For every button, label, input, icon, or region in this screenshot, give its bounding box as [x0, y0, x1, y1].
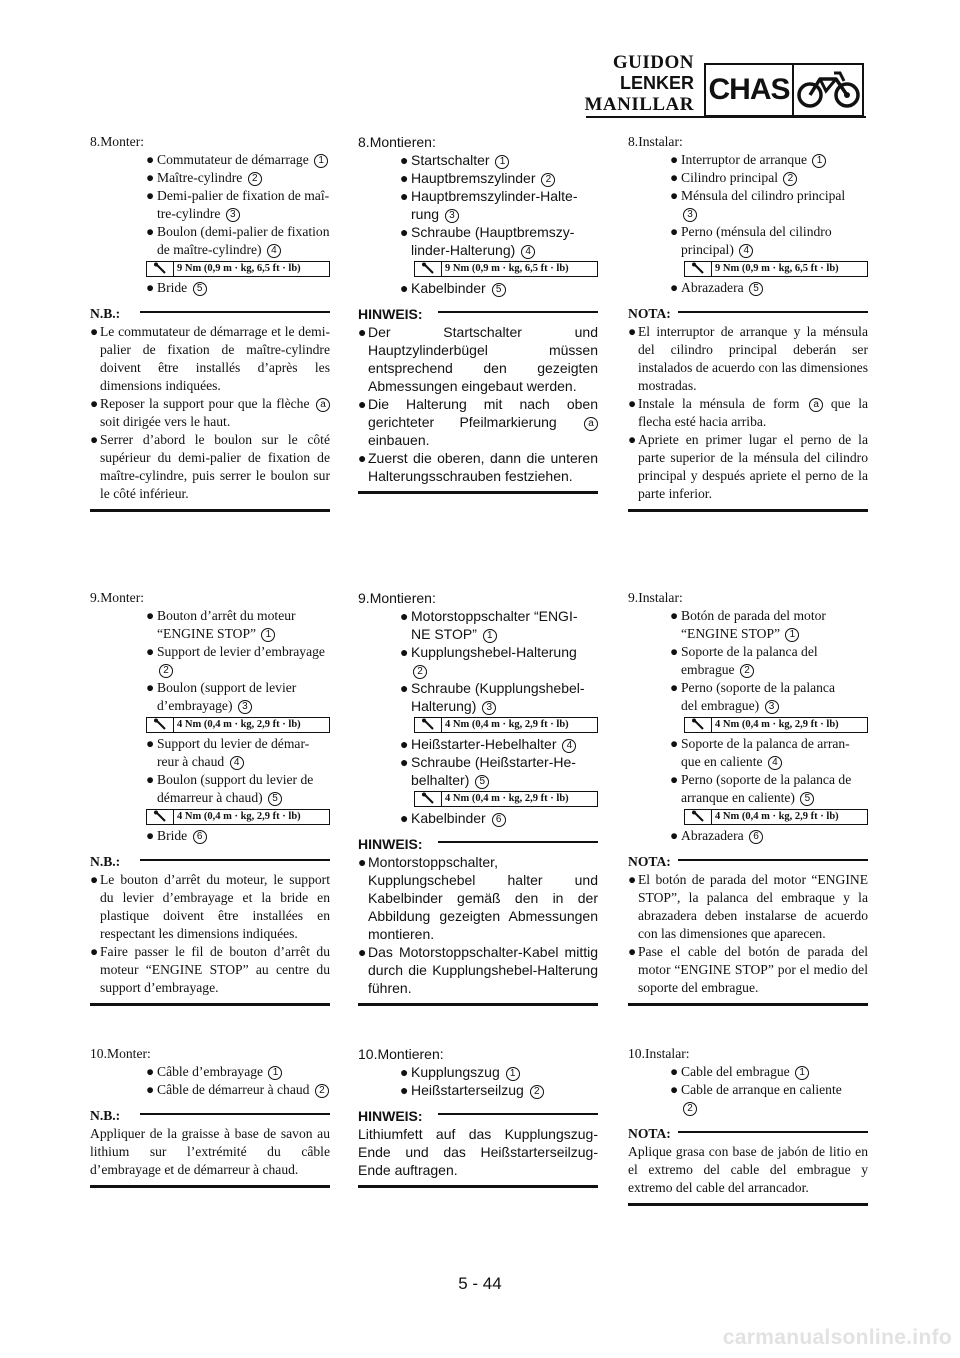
list-item: ● Interruptor de arranque 1	[670, 151, 868, 169]
callout-3: 3	[238, 700, 252, 714]
list-item: ● Startschalter 1	[400, 151, 598, 169]
list-item: ● Support du levier de démar-	[146, 736, 310, 751]
callout-5: 5	[800, 792, 814, 806]
note-end-rule	[358, 1185, 598, 1188]
callout-1: 1	[812, 154, 826, 168]
callout-1: 1	[261, 628, 275, 642]
note-body	[90, 323, 330, 503]
page-number: 5 - 44	[458, 1274, 502, 1293]
callout-a: a	[809, 398, 823, 412]
motorcycle-icon	[796, 67, 862, 113]
list-item: ● Demi-palier de fixation de maî-	[146, 188, 330, 203]
section-badge-label: CHAS	[708, 73, 790, 106]
step-verb: Monter:	[100, 590, 144, 605]
step-number: 10.	[358, 1046, 378, 1062]
list-item: ● Kabelbinder 6	[400, 809, 598, 827]
badge-divider	[792, 65, 794, 115]
callout-2: 2	[315, 1084, 329, 1098]
torque-wrench-icon	[417, 718, 442, 732]
note-end-rule	[90, 1185, 330, 1188]
step-number: 9.	[90, 590, 101, 605]
callout-1: 1	[506, 1067, 520, 1081]
step-number: 10.	[628, 1046, 645, 1061]
callout-2: 2	[783, 172, 797, 186]
list-item-cont: principal) 4	[670, 241, 868, 259]
callout-3: 3	[226, 208, 240, 222]
note-body	[358, 853, 598, 997]
list-item: ● Hauptbremszylinder 2	[400, 169, 598, 187]
callout-1: 1	[785, 628, 799, 642]
note-item: ● Der Startschalter und Hauptzylinderbügel müssen entsprechend den gezeigten Abmessungen eingebaut werden.	[358, 324, 598, 394]
note-end-rule	[628, 509, 868, 512]
list-item-cont	[670, 205, 868, 223]
list-item: ● Abrazadera 6	[670, 827, 868, 845]
list-item-cont: “ENGINE STOP” 1	[670, 625, 868, 643]
list-item-cont: embrague 2	[670, 661, 868, 679]
section-titles	[584, 52, 694, 115]
callout-2: 2	[541, 173, 555, 187]
list-item-cont	[670, 1099, 868, 1117]
note-end-rule	[358, 491, 598, 494]
torque-spec: 4 Nm (0,4 m · kg, 2,9 ft · lb)	[414, 791, 598, 807]
callout-5: 5	[475, 775, 489, 789]
section-badge	[704, 63, 864, 117]
note-item: ● Le commutateur de démarrage et le demi-palier de fixation de maître-cylindre doivent être installés d’après les dimensions indiquées.	[90, 324, 330, 393]
callout-a: a	[316, 398, 330, 412]
es-step-9	[628, 589, 868, 1006]
torque-spec: 4 Nm (0,4 m · kg, 2,9 ft · lb)	[684, 717, 868, 733]
list-item: ● Câble d’embrayage 1	[146, 1063, 330, 1081]
list-item-cont: “ENGINE STOP” 1	[146, 625, 330, 643]
de-step-8	[358, 133, 598, 494]
note-item: ● Das Motorstoppschalter-Kabel mittig durch die Kupplungshebel-Halterung führen.	[358, 944, 598, 996]
list-item-cont: linder-Halterung) 4	[400, 241, 598, 259]
note-end-rule	[628, 1203, 868, 1206]
es-step-10	[628, 1045, 868, 1206]
list-item-cont: tre-cylindre 3	[146, 205, 330, 223]
list-item-cont: de maître-cylindre) 4	[146, 241, 330, 259]
list-item-cont	[400, 661, 598, 679]
callout-4: 4	[521, 245, 535, 259]
callout-6: 6	[193, 830, 207, 844]
list-item-cont: NE STOP” 1	[400, 625, 598, 643]
list-item: ● Boulon (support du levier de	[146, 772, 314, 787]
callout-2: 2	[248, 172, 262, 186]
list-item: ● Bride 6	[146, 827, 330, 845]
torque-wrench-icon	[417, 792, 442, 806]
callout-3: 3	[445, 209, 459, 223]
torque-wrench-icon	[687, 262, 712, 276]
list-item: ● Ménsula del cilindro principal	[670, 188, 846, 203]
list-item: ● Soporte de la palanca de arran-	[670, 736, 850, 751]
note-end-rule	[358, 1003, 598, 1006]
title-german: LENKER	[619, 73, 694, 93]
callout-6: 6	[749, 830, 763, 844]
callout-1: 1	[795, 1066, 809, 1080]
list-item: ● Kupplungshebel-Halterung	[400, 644, 577, 660]
callout-6: 6	[492, 813, 506, 827]
callout-1: 1	[495, 155, 509, 169]
torque-spec: 9 Nm (0,9 m · kg, 6,5 ft · lb)	[414, 261, 598, 277]
torque-wrench-icon	[417, 262, 442, 276]
callout-5: 5	[193, 282, 207, 296]
note-item: ● Serrer d’abord le boulon sur le côté supérieur du demi-palier de fixation de maître-cylindre, puis serrer le boulon sur le côté inférieur.	[90, 432, 330, 501]
callout-5: 5	[268, 792, 282, 806]
list-item: ● Cilindro principal 2	[670, 169, 868, 187]
torque-spec: 4 Nm (0,4 m · kg, 2,9 ft · lb)	[684, 809, 868, 825]
list-item: ● Bride 5	[146, 279, 330, 297]
callout-1: 1	[483, 629, 497, 643]
list-item-cont: del embrague) 3	[670, 697, 868, 715]
list-item: ● Heißstarter-Hebelhalter 4	[400, 735, 598, 753]
fr-step-9	[90, 589, 330, 1006]
title-french: GUIDON	[612, 52, 694, 73]
step-number: 8.	[628, 134, 639, 149]
step-number: 8.	[90, 134, 101, 149]
list-item-cont: belhalter) 5	[400, 771, 598, 789]
de-step-9	[358, 589, 598, 1006]
step-verb: Monter:	[107, 1046, 151, 1061]
note-item: ● Faire passer le fil de bouton d’arrêt du moteur “ENGINE STOP” au centre du support d’embrayage.	[90, 944, 330, 995]
list-item: ● Soporte de la palanca del	[670, 644, 818, 659]
torque-spec: 4 Nm (0,4 m · kg, 2,9 ft · lb)	[146, 717, 330, 733]
torque-wrench-icon	[149, 262, 174, 276]
list-item: ● Boulon (demi-palier de fixation	[146, 224, 330, 239]
callout-4: 4	[768, 756, 782, 770]
step-verb: Instalar:	[638, 134, 683, 149]
list-item: ● Maître-cylindre 2	[146, 169, 330, 187]
note-item: ● Instale la ménsula de form a que la flecha esté hacia arriba.	[628, 396, 869, 429]
callout-2: 2	[740, 664, 754, 678]
watermark: carmanualsonline.info	[722, 1326, 952, 1349]
fr-step-8	[90, 133, 330, 512]
note-item: ● Le bouton d’arrêt du moteur, le support du levier d’embrayage et la bride en plastique doivent être installées en respectant les dimensions indiquées.	[90, 872, 330, 941]
list-item: ● Cable del embrague 1	[670, 1063, 868, 1081]
list-item: ● Perno (soporte de la palanca de	[670, 772, 852, 787]
callout-3: 3	[683, 208, 697, 222]
callout-1: 1	[314, 154, 328, 168]
list-item-cont: rung 3	[400, 205, 598, 223]
list-item: ● Cable de arranque en caliente	[670, 1082, 842, 1097]
note-heading: N.B.:	[90, 853, 330, 871]
note-end-rule	[90, 1003, 330, 1006]
note-end-rule	[628, 1003, 868, 1006]
list-item: ● Kupplungszug 1	[400, 1063, 598, 1081]
note-heading: NOTA:	[628, 305, 868, 323]
callout-2: 2	[530, 1085, 544, 1099]
step-verb: Montieren:	[377, 1046, 444, 1062]
es-step-8	[628, 133, 868, 512]
torque-spec: 9 Nm (0,9 m · kg, 6,5 ft · lb)	[146, 261, 330, 277]
callout-5: 5	[492, 283, 506, 297]
list-item-cont: reur à chaud 4	[146, 753, 330, 771]
step-verb: Montieren:	[369, 134, 436, 150]
list-item: ● Hauptbremszylinder-Halte-	[400, 188, 578, 204]
list-item-cont: d’embrayage) 3	[146, 697, 330, 715]
callout-3: 3	[765, 700, 779, 714]
torque-wrench-icon	[149, 718, 174, 732]
note-item: ● Die Halterung mit nach oben gerichteter Pfeilmarkierung a einbauen.	[358, 396, 598, 448]
note-body: Aplique grasa con base de jabón de litio en el extremo del cable del embrague y extremo del cable del arrancador.	[628, 1144, 868, 1195]
step-number: 8.	[358, 134, 370, 150]
callout-4: 4	[739, 244, 753, 258]
step-number: 9.	[358, 590, 370, 606]
list-item: ● Boulon (support de levier	[146, 680, 297, 695]
callout-4: 4	[230, 756, 244, 770]
note-body	[358, 323, 598, 485]
note-heading: N.B.:	[90, 1107, 330, 1125]
list-item: ● Heißstarterseilzug 2	[400, 1081, 598, 1099]
callout-5: 5	[749, 282, 763, 296]
list-item-cont: que en caliente 4	[670, 753, 868, 771]
callout-1: 1	[268, 1066, 282, 1080]
note-heading: HINWEIS:	[358, 835, 598, 853]
note-item: ● El interruptor de arranque y la ménsula del cilindro principal deberán ser instalados de acuerdo con las dimensiones mostradas.	[628, 324, 868, 393]
title-spanish: MANILLAR	[584, 94, 694, 115]
note-body: Lithiumfett auf das Kupplungszug-Ende und das Heißstarterseilzug-Ende auftragen.	[358, 1126, 598, 1178]
list-item: ● Schraube (Kupplungshebel-	[400, 680, 585, 696]
list-item: ● Schraube (Hauptbremszy-	[400, 224, 575, 240]
torque-wrench-icon	[687, 718, 712, 732]
list-item: ● Schraube (Heißstarter-He-	[400, 754, 576, 770]
list-item: ● Perno (soporte de la palanca	[670, 680, 835, 695]
note-item: ● Pase el cable del botón de parada del motor “ENGINE STOP” por el medio del soporte del embrague.	[628, 944, 868, 995]
list-item: ● Motorstoppschalter “ENGI-	[400, 608, 578, 624]
note-item: ● El botón de parada del motor “ENGINE STOP”, la palanca del embraque y la abrazadera deben instalarse de acuerdo con las dimensiones que aparecen.	[628, 872, 868, 941]
step-verb: Instalar:	[645, 1046, 690, 1061]
note-heading: HINWEIS:	[358, 1107, 598, 1125]
step-verb: Montieren:	[369, 590, 436, 606]
note-body	[90, 871, 330, 997]
list-item: ● Bouton d’arrêt du moteur	[146, 608, 296, 623]
note-item: ● Montorstoppschalter, Kupplungschebel halter und Kabelbinder gemäß den in der Abbildung gezeigten Abmessungen montieren.	[358, 854, 598, 942]
note-item: ● Apriete en primer lugar el perno de la parte superior de la ménsula del cilindro principal y después apriete el perno de la parte inferior.	[628, 432, 868, 501]
note-heading: NOTA:	[628, 1125, 868, 1143]
step-verb: Monter:	[100, 134, 144, 149]
list-item: ● Botón de parada del motor	[670, 608, 826, 623]
torque-spec: 4 Nm (0,4 m · kg, 2,9 ft · lb)	[414, 717, 598, 733]
note-body	[628, 871, 868, 997]
callout-4: 4	[267, 244, 281, 258]
list-item: ● Abrazadera 5	[670, 279, 868, 297]
note-body: Appliquer de la graisse à base de savon au lithium sur l’extrémité du câble d’embrayage et de démarreur à chaud.	[90, 1126, 330, 1177]
torque-wrench-icon	[687, 810, 712, 824]
list-item: ● Câble de démarreur à chaud 2	[146, 1081, 330, 1099]
callout-4: 4	[562, 739, 576, 753]
note-heading: N.B.:	[90, 305, 330, 323]
callout-2: 2	[159, 664, 173, 678]
note-heading: NOTA:	[628, 853, 868, 871]
list-item-cont: arranque en caliente) 5	[670, 789, 868, 807]
list-item: ● Kabelbinder 5	[400, 279, 598, 297]
torque-wrench-icon	[149, 810, 174, 824]
note-heading: HINWEIS:	[358, 305, 598, 323]
de-step-10	[358, 1045, 598, 1188]
note-item: ● Zuerst die oberen, dann die unteren Halterungsschrauben festziehen.	[358, 450, 598, 484]
list-item-cont: démarreur à chaud) 5	[146, 789, 330, 807]
callout-2: 2	[683, 1102, 697, 1116]
callout-2: 2	[413, 665, 427, 679]
callout-3: 3	[482, 701, 496, 715]
fr-step-10	[90, 1045, 330, 1188]
step-number: 9.	[628, 590, 639, 605]
note-body	[628, 323, 868, 503]
list-item-cont	[146, 661, 330, 679]
step-verb: Instalar:	[638, 590, 683, 605]
list-item: ● Support de levier d’embrayage	[146, 644, 325, 659]
torque-spec: 4 Nm (0,4 m · kg, 2,9 ft · lb)	[146, 809, 330, 825]
list-item: ● Perno (ménsula del cilindro	[670, 224, 832, 239]
list-item: ● Commutateur de démarrage 1	[146, 151, 330, 169]
note-item: ● Reposer la support pour que la flèche a soit dirigée vers le haut.	[90, 395, 330, 431]
callout-a: a	[584, 417, 598, 431]
step-number: 10.	[90, 1046, 107, 1061]
list-item-cont: Halterung) 3	[400, 697, 598, 715]
note-end-rule	[90, 509, 330, 512]
torque-spec: 9 Nm (0,9 m · kg, 6,5 ft · lb)	[684, 261, 868, 277]
